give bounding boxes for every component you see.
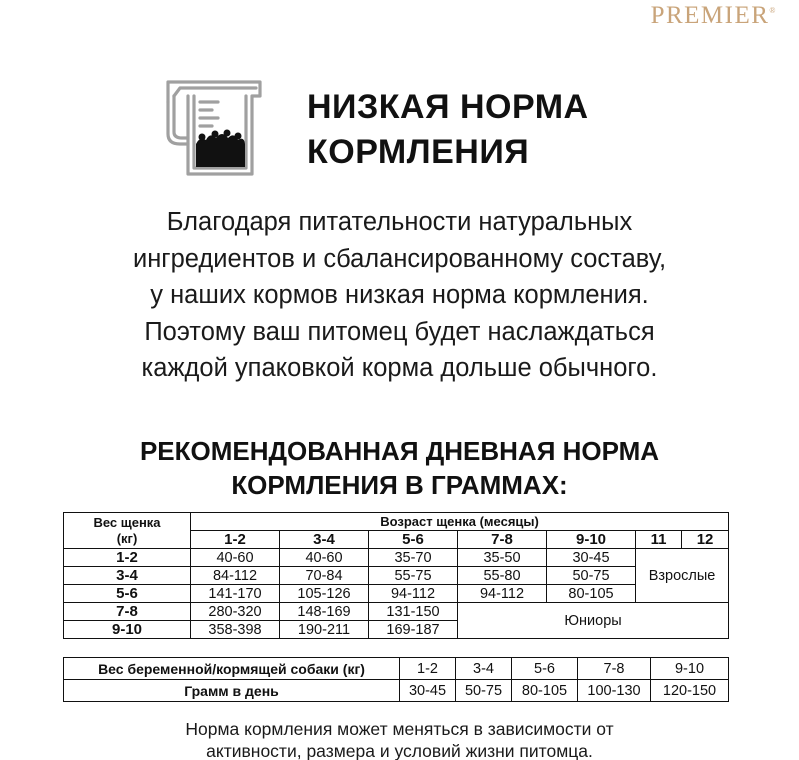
section-heading-line-1: РЕКОМЕНДОВАННАЯ ДНЕВНАЯ НОРМА [139, 436, 660, 466]
grams-per-day-label: Грамм в день [64, 680, 400, 702]
age-column-header: 5-6 [369, 531, 458, 549]
section-heading [0, 434, 799, 502]
age-column-header: 7-8 [458, 531, 547, 549]
value-cell: 105-126 [280, 585, 369, 603]
value-cell: 55-80 [458, 567, 547, 585]
table-row [64, 603, 729, 621]
age-column-header: 1-2 [191, 531, 280, 549]
pregnant-weight-label: Вес беременной/кормящей собаки (кг) [64, 658, 400, 680]
brand-registered-mark: ® [769, 6, 777, 15]
value-cell: 84-112 [191, 567, 280, 585]
adults-cell: Взрослые [636, 549, 729, 603]
value-cell: 141-170 [191, 585, 280, 603]
table-row [64, 680, 729, 702]
intro-line: ингредиентов и сбалансированному составу, [132, 244, 667, 273]
value-cell: 169-187 [369, 621, 458, 639]
age-header: Возраст щенка (месяцы) [191, 513, 729, 531]
value-cell: 148-169 [280, 603, 369, 621]
footnote-line-1: Норма кормления может меняться в зависимости от [185, 719, 614, 739]
age-column-header: 11 [636, 531, 682, 549]
pregnant-weight-cell: 3-4 [456, 658, 512, 680]
weight-cell: 9-10 [64, 621, 191, 639]
intro-line: каждой упаковкой корма дольше обычного. [141, 354, 658, 382]
juniors-cell: Юниоры [458, 603, 729, 639]
weight-cell: 1-2 [64, 549, 191, 567]
value-cell: 70-84 [280, 567, 369, 585]
weight-header-cell [64, 513, 191, 549]
value-cell: 30-45 [547, 549, 636, 567]
page-title [307, 85, 589, 175]
age-column-header: 12 [682, 531, 729, 549]
value-cell: 94-112 [369, 585, 458, 603]
pregnant-weight-cell: 9-10 [651, 658, 729, 680]
value-cell: 55-75 [369, 567, 458, 585]
pregnant-dog-table [63, 657, 729, 702]
footnote-line-2: активности, размера и условий жизни питомца. [206, 741, 593, 760]
weight-cell: 5-6 [64, 585, 191, 603]
grams-cell: 100-130 [578, 680, 651, 702]
intro-line: Благодаря питательности натуральных [166, 208, 633, 236]
pregnant-weight-cell: 5-6 [512, 658, 578, 680]
section-heading-line-2: КОРМЛЕНИЯ В ГРАММАХ: [231, 470, 568, 500]
weight-header: Вес щенка [93, 514, 161, 530]
value-cell: 94-112 [458, 585, 547, 603]
age-column-header: 3-4 [280, 531, 369, 549]
brand-name: PREMIER [650, 2, 770, 29]
grams-cell: 80-105 [512, 680, 578, 702]
weight-cell: 3-4 [64, 567, 191, 585]
age-column-header: 9-10 [547, 531, 636, 549]
value-cell: 358-398 [191, 621, 280, 639]
page-title-line-1: НИЗКАЯ НОРМА [307, 88, 589, 126]
value-cell: 80-105 [547, 585, 636, 603]
value-cell: 50-75 [547, 567, 636, 585]
grams-cell: 50-75 [456, 680, 512, 702]
value-cell: 190-211 [280, 621, 369, 639]
value-cell: 35-70 [369, 549, 458, 567]
puppy-feeding-table [63, 512, 729, 639]
brand-logo [651, 2, 777, 30]
value-cell: 40-60 [191, 549, 280, 567]
weight-cell: 7-8 [64, 603, 191, 621]
value-cell: 280-320 [191, 603, 280, 621]
table-row [64, 658, 729, 680]
intro-paragraph [0, 204, 799, 387]
table-row [64, 585, 729, 603]
intro-line: Поэтому ваш питомец будет наслаждаться [144, 317, 655, 346]
value-cell: 131-150 [369, 603, 458, 621]
value-cell: 35-50 [458, 549, 547, 567]
footnote [0, 718, 799, 760]
measuring-jug-icon [160, 74, 270, 180]
intro-line: у наших кормов низкая норма кормления. [150, 281, 649, 309]
weight-unit: (кг) [116, 530, 138, 546]
grams-cell: 30-45 [400, 680, 456, 702]
table-row [64, 567, 729, 585]
value-cell: 40-60 [280, 549, 369, 567]
pregnant-weight-cell: 7-8 [578, 658, 651, 680]
pregnant-weight-cell: 1-2 [400, 658, 456, 680]
grams-cell: 120-150 [651, 680, 729, 702]
page-title-line-2: КОРМЛЕНИЯ [307, 133, 530, 171]
table-row [64, 549, 729, 567]
